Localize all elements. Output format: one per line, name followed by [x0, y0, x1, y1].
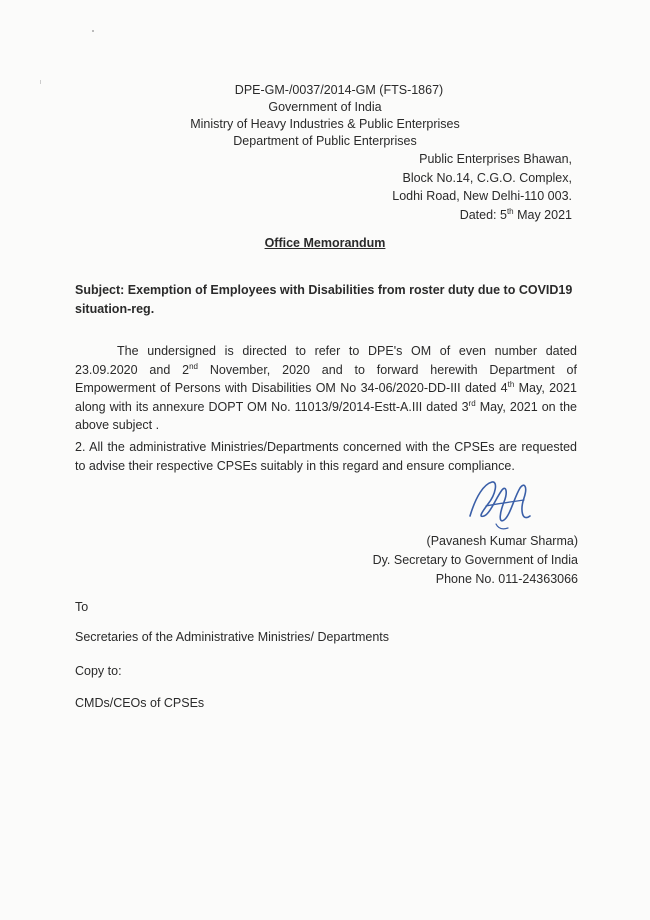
ministry-line: Ministry of Heavy Industries & Public Enterprises [190, 117, 460, 131]
handwritten-signature [462, 476, 542, 534]
signatory-name: (Pavanesh Kumar Sharma) [426, 534, 578, 548]
para1-sup-c: rd [468, 398, 476, 408]
signatory-phone: Phone No. 011-24363066 [435, 572, 578, 586]
to-recipients: Secretaries of the Administrative Ministries/ Departments [75, 630, 390, 644]
copy-recipients: CMDs/CEOs of CPSEs [75, 696, 205, 710]
para1-part-c: May, 2021 along with its annexure DOPT OM No. 11013/9/2014-Estt-A.III dated 3 [75, 381, 577, 414]
para1-part-d: May, 2021 on the above subject . [75, 399, 577, 432]
paragraph-1 [75, 342, 577, 435]
paragraph-2: 2. All the administrative Ministries/Departments concerned with the CPSEs are requested to advise their respective CPSEs suitably in this regard and ensure compliance. [75, 440, 577, 473]
address-line-1: Public Enterprises Bhawan, [419, 152, 572, 166]
para1-part-a: The undersigned is directed to refer to DPE's OM of even number dated 23.09.2020 and 2 [75, 344, 577, 377]
date-rest: May 2021 [513, 207, 572, 222]
department-line: Department of Public Enterprises [233, 134, 417, 148]
date-line [392, 206, 572, 225]
letterhead [0, 82, 650, 150]
signatory-designation: Dy. Secretary to Government of India [372, 553, 578, 567]
address-line-3: Lodhi Road, New Delhi-110 003. [392, 189, 572, 203]
to-label: To [75, 600, 89, 614]
para1-sup-a: nd [189, 361, 198, 371]
address-line-2: Block No.14, C.G.O. Complex, [402, 170, 572, 185]
para1-part-b: November, 2020 and to forward herewith Department of Empowerment of Persons with Disabilities OM No 34-06/2020-DD-III dated 4 [75, 362, 577, 395]
memo-title: Office Memorandum [264, 236, 386, 250]
date-suffix-sup: th [506, 206, 514, 216]
signature-block [373, 532, 578, 589]
date-prefix: Dated: 5 [459, 207, 507, 222]
file-number: DPE-GM-/0037/2014-GM (FTS-1867) [234, 83, 444, 97]
para1-sup-b: th [507, 379, 515, 389]
copy-to-label: Copy to: [75, 664, 122, 678]
office-address [392, 150, 572, 224]
scan-speck [92, 30, 94, 32]
subject-line: Subject: Exemption of Employees with Disabilities from roster duty due to COVID19 situation-reg. [75, 283, 573, 316]
government-line: Government of India [268, 100, 382, 114]
